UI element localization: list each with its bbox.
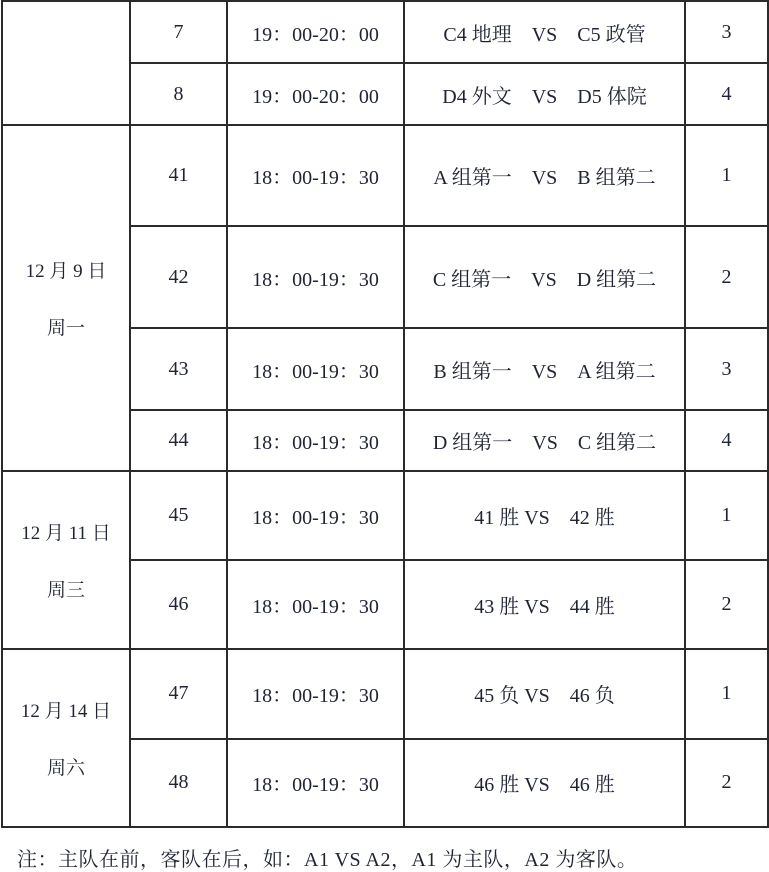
cell-match-no: 8 [130, 63, 227, 125]
date-line: 12 月 11 日 [21, 523, 111, 544]
cell-match-no: 46 [130, 560, 227, 649]
schedule-table [1, 0, 769, 828]
cell-time: 18：00-19：30 [227, 560, 404, 649]
cell-matchup: 41 胜 VS 42 胜 [404, 471, 685, 560]
cell-court-no: 4 [685, 63, 768, 125]
cell-matchup: D 组第一 VS C 组第二 [404, 410, 685, 471]
weekday-line: 周六 [46, 758, 85, 779]
cell-time: 18：00-19：30 [227, 649, 404, 739]
cell-date [2, 649, 130, 827]
footnote: 注：主队在前，客队在后，如：A1 VS A2，A1 为主队，A2 为客队。 [17, 849, 638, 871]
cell-matchup: D4 外文 VS D5 体院 [404, 63, 685, 125]
cell-matchup: A 组第一 VS B 组第二 [404, 125, 685, 226]
cell-matchup: 43 胜 VS 44 胜 [404, 560, 685, 649]
date-stack [3, 256, 129, 340]
cell-match-no: 43 [130, 328, 227, 410]
cell-matchup: C 组第一 VS D 组第二 [404, 226, 685, 328]
cell-court-no: 3 [685, 1, 768, 63]
cell-matchup: 46 胜 VS 46 胜 [404, 739, 685, 827]
cell-match-no: 45 [130, 471, 227, 560]
cell-time: 18：00-19：30 [227, 410, 404, 471]
cell-court-no: 1 [685, 649, 768, 739]
cell-time: 18：00-19：30 [227, 471, 404, 560]
date-line: 12 月 14 日 [20, 701, 112, 722]
cell-court-no: 4 [685, 410, 768, 471]
cell-time: 18：00-19：30 [227, 226, 404, 328]
cell-date [2, 1, 130, 125]
cell-time: 19：00-20：00 [227, 63, 404, 125]
cell-matchup: 45 负 VS 46 负 [404, 649, 685, 739]
cell-time: 19：00-20：00 [227, 1, 404, 63]
cell-court-no: 1 [685, 125, 768, 226]
date-stack [3, 696, 129, 780]
table-row [2, 1, 768, 63]
table-row [2, 649, 768, 739]
cell-matchup: C4 地理 VS C5 政管 [404, 1, 685, 63]
cell-court-no: 1 [685, 471, 768, 560]
cell-match-no: 41 [130, 125, 227, 226]
cell-court-no: 2 [685, 226, 768, 328]
cell-match-no: 48 [130, 739, 227, 827]
weekday-line: 周三 [46, 580, 85, 601]
table-row [2, 125, 768, 226]
date-stack [3, 48, 129, 78]
cell-match-no: 44 [130, 410, 227, 471]
cell-time: 18：00-19：30 [227, 328, 404, 410]
cell-court-no: 2 [685, 739, 768, 827]
cell-matchup: B 组第一 VS A 组第二 [404, 328, 685, 410]
cell-time: 18：00-19：30 [227, 125, 404, 226]
date-stack [3, 518, 129, 602]
cell-time: 18：00-19：30 [227, 739, 404, 827]
cell-date [2, 471, 130, 649]
weekday-line: 周一 [46, 318, 85, 339]
cell-court-no: 2 [685, 560, 768, 649]
table-row [2, 471, 768, 560]
date-line: 12 月 9 日 [25, 261, 107, 282]
cell-court-no: 3 [685, 328, 768, 410]
cell-date [2, 125, 130, 471]
cell-match-no: 7 [130, 1, 227, 63]
cell-match-no: 47 [130, 649, 227, 739]
cell-match-no: 42 [130, 226, 227, 328]
